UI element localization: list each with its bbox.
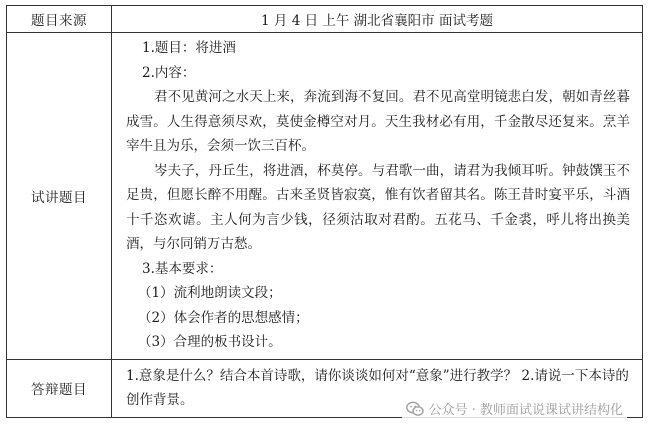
requirements-heading: 3.基本要求： [142,260,223,277]
defense-label: 答辩题目 [7,359,112,417]
wechat-icon [406,401,424,417]
exam-table [6,5,643,418]
header-row [7,6,643,33]
requirement-item-3: （3）合理的板书设计。 [138,334,282,350]
lecture-content-cell [112,33,643,360]
source-value: 1 月 4 日 上午 湖北省襄阳市 面试考题 [112,6,643,33]
watermark-text: 公众号 · 教师面试说课试讲结构化 [428,403,623,418]
lecture-title: 1.题目：将进酒 [142,40,236,56]
defense-question-2: 2.请说一下本诗的创作背景。 [126,367,629,408]
watermark [402,397,627,420]
content-heading: 2.内容： [142,64,196,81]
requirement-item-2: （2）体会作者的思想感情； [138,309,309,326]
defense-question-1: 1.意象是什么？结合本首诗歌，请你谈谈如何对“意象”进行教学？ [126,367,518,384]
poem-paragraph-1: 君不见黄河之水天上来，奔流到海不复回。君不见高堂明镜悲白发，朝如青丝暮成雪。人生得意须尽欢，莫使金樽空对月。天生我材必有用，千金散尽还复来。烹羊宰牛且为乐，会须一饮三百杯。 [126,89,630,154]
lecture-row [7,33,643,360]
lecture-label: 试讲题目 [7,33,112,360]
requirement-item-1: （1）流利地朗读文段； [138,285,282,301]
source-label: 题目来源 [7,6,112,33]
poem-paragraph-2: 岑夫子，丹丘生，将进酒，杯莫停。与君歌一曲，请君为我倾耳听。钟鼓馔玉不足贵，但愿长醉不用醒。古来圣贤皆寂寞，惟有饮者留其名。陈王昔时宴平乐，斗酒十千恣欢谑。主人何为言少钱，径须沽取对君酌。五花马、千金裘，呼儿将出换美酒，与尔同销万古愁。 [126,162,630,252]
